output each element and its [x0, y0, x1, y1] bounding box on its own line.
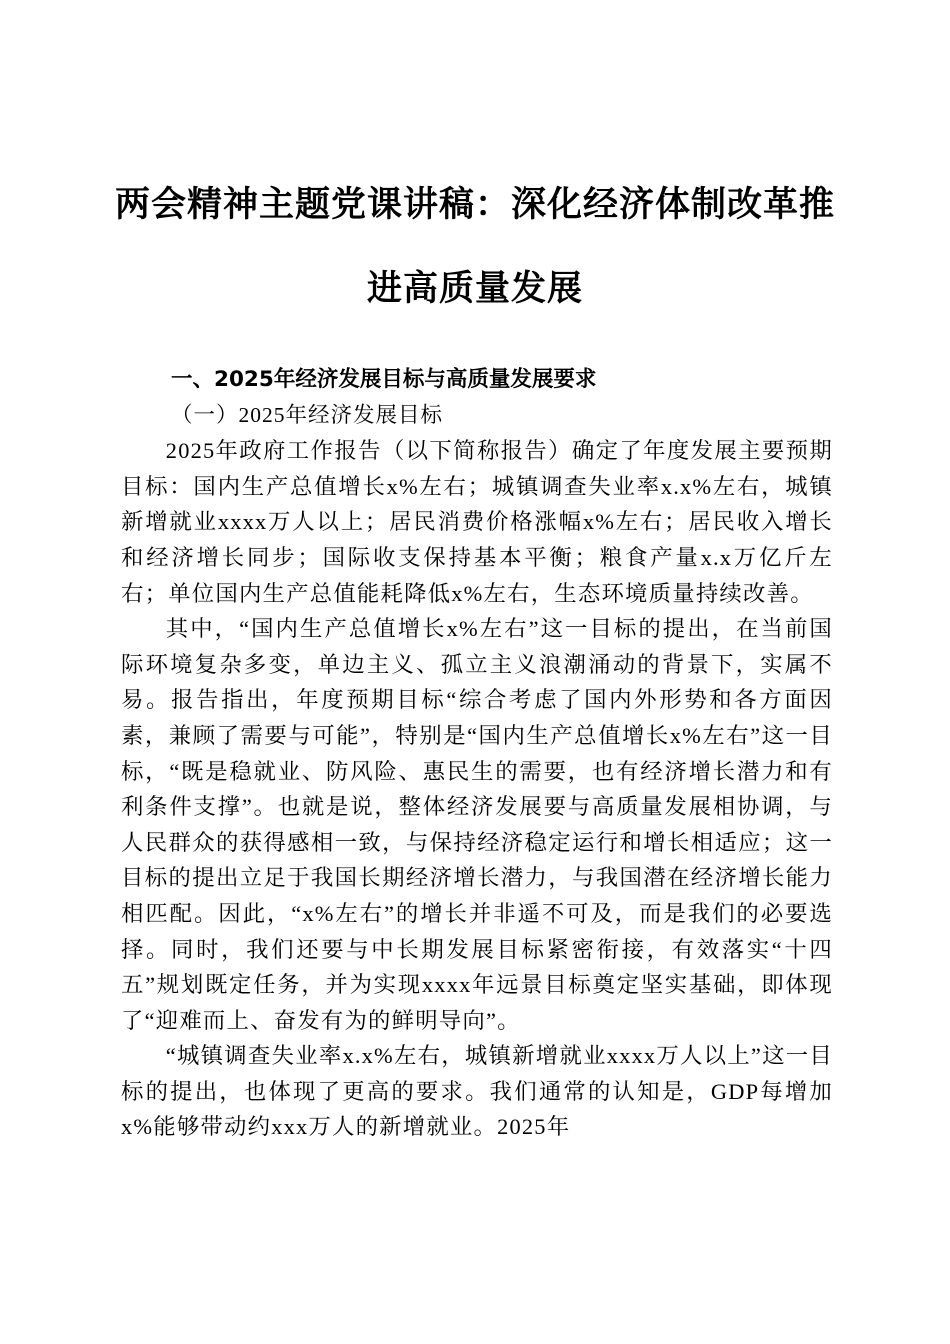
subsection-heading: （一）2025年经济发展目标	[171, 402, 444, 427]
document-body	[121, 362, 833, 1145]
paragraph-1: 2025年政府工作报告（以下简称报告）确定了年度发展主要预期目标：国内生产总值增长x%左右；城镇调查失业率x.x%左右，城镇新增就业xxxx万人以上；居民消费价格涨幅x%左右；居民收入增长和经济增长同步；国际收支保持基本平衡；粮食产量x.x万亿斤左右；单位国内生产总值能耗降低x%左右，生态环境质量持续改善。	[121, 438, 833, 606]
section-heading: 一、2025年经济发展目标与高质量发展要求	[171, 367, 597, 392]
paragraph-3: “城镇调查失业率x.x%左右，城镇新增就业xxxx万人以上”这一目标的提出，也体现了更高的要求。我们通常的认知是，GDP每增加x%能够带动约xxx万人的新增就业。2025年	[121, 1043, 833, 1140]
paragraph-2: 其中，“国内生产总值增长x%左右”这一目标的提出，在当前国际环境复杂多变，单边主义、孤立主义浪潮涌动的背景下，实属不易。报告指出，年度预期目标“综合考虑了国内外形势和各方面因素，兼顾了需要与可能”，特别是“国内生产总值增长x%左右”这一目标，“既是稳就业、防风险、惠民生的需要，也有经济增长潜力和有利条件支撑”。也就是说，整体经济发展要与高质量发展相协调，与人民群众的获得感相一致，与保持经济稳定运行和增长相适应；这一目标的提出立足于我国长期经济增长潜力，与我国潜在经济增长能力相匹配。因此，“x%左右”的增长并非遥不可及，而是我们的必要选择。同时，我们还要与中长期发展目标紧密衔接，有效落实“十四五”规划既定任务，并为实现xxxx年远景目标奠定坚实基础，即体现了“迎难而上、奋发有为的鲜明导向”。	[121, 616, 833, 1033]
document-title	[110, 163, 840, 331]
title-line-2: 进高质量发展	[366, 268, 583, 309]
title-line-1: 两会精神主题党课讲稿：深化经济体制改革推	[114, 184, 835, 225]
